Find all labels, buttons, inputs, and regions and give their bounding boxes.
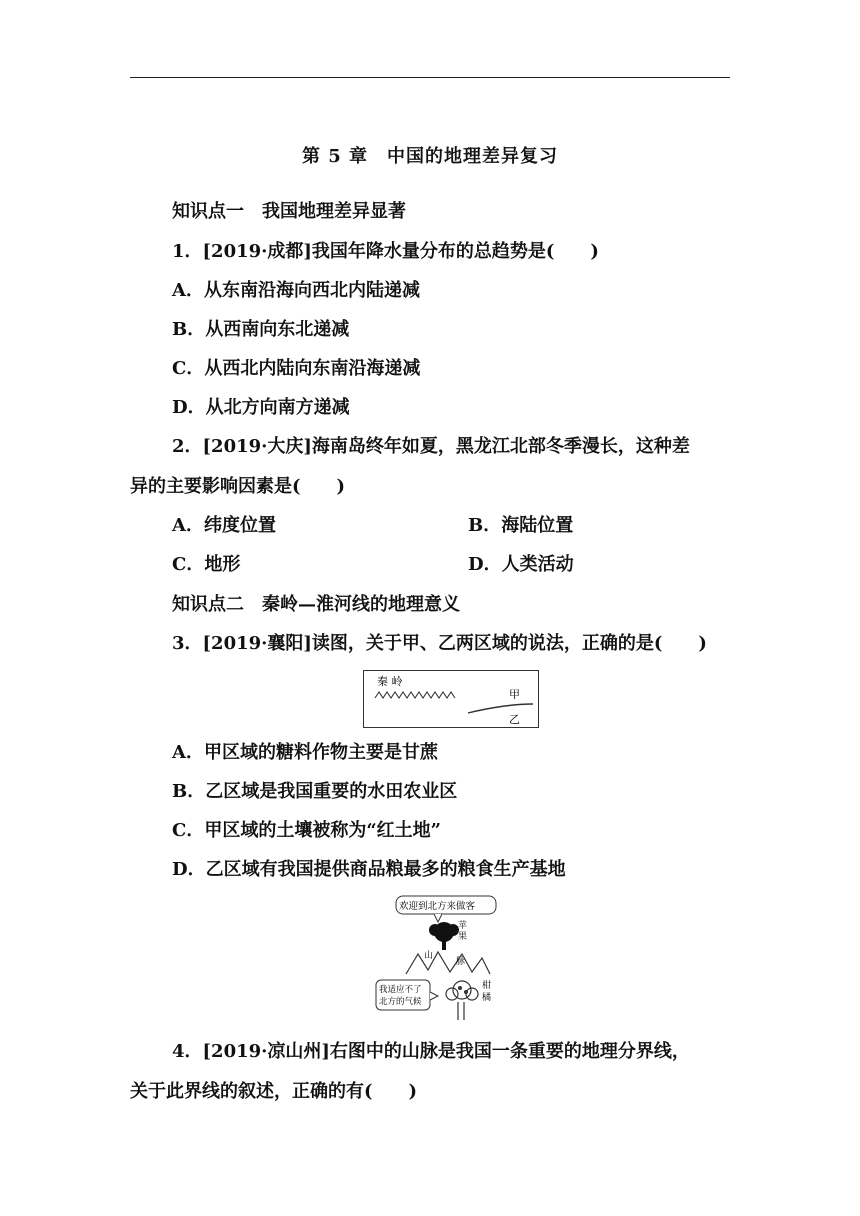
question-2-option-c: C．地形 [172, 554, 241, 575]
figure-north-label: 甲 [509, 688, 520, 701]
question-1-option-b: B．从西南向东北递减 [172, 319, 350, 340]
question-4-stem-line-1: 4．[2019·凉山州]右图中的山脉是我国一条重要的地理分界线， [172, 1041, 690, 1062]
question-2-stem-line-1: 2．[2019·大庆]海南岛终年如夏，黑龙江北部冬季漫长，这种差 [172, 436, 690, 457]
question-1-option-c: C．从西北内陆向东南沿海递减 [172, 358, 421, 379]
question-2-option-d: D．人类活动 [468, 554, 574, 575]
section-heading-1: 知识点一 我国地理差异显著 [172, 201, 406, 222]
question-4-stem-line-2: 关于此界线的叙述，正确的有( ) [130, 1081, 418, 1102]
question-2-option-a: A．纬度位置 [172, 515, 276, 536]
section-heading-2: 知识点二 秦岭—淮河线的地理意义 [172, 594, 460, 615]
apple-label-2: 果 [458, 932, 468, 942]
figure-mountain-label: 秦 岭 [377, 675, 403, 688]
orange-label-1: 柑 [482, 981, 492, 991]
question-1-stem: 1．[2019·成都]我国年降水量分布的总趋势是( ) [172, 241, 599, 262]
question-1-option-a: A．从东南沿海向西北内陆递减 [172, 280, 420, 301]
mountain-label-2: 脉 [456, 957, 466, 967]
header-rule [130, 77, 730, 78]
question-2-stem-line-2: 异的主要影响因素是( ) [130, 476, 346, 497]
figure-south-label: 乙 [509, 713, 520, 726]
question-2-option-b: B．海陆位置 [468, 515, 574, 536]
page-title: 第 5 章 中国的地理差异复习 [301, 146, 559, 167]
question-3-stem: 3．[2019·襄阳]读图，关于甲、乙两区域的说法，正确的是( ) [172, 633, 707, 654]
bottom-bubble-text-2: 北方的气候 [379, 997, 422, 1007]
apple-label-1: 苹 [458, 921, 468, 931]
qinling-huaihe-figure [363, 670, 539, 728]
apple-orange-cartoon-figure [372, 892, 502, 1024]
mountain-icon [406, 952, 490, 974]
question-1-option-d: D．从北方向南方递减 [172, 397, 350, 418]
mountain-label-1: 山 [424, 951, 434, 961]
question-3-option-b: B．乙区域是我国重要的水田农业区 [172, 781, 458, 802]
question-3-option-d: D．乙区域有我国提供商品粮最多的粮食生产基地 [172, 859, 566, 880]
orange-label-2: 橘 [482, 993, 492, 1003]
question-3-option-c: C．甲区域的土壤被称为“红土地” [172, 820, 442, 841]
question-3-option-a: A．甲区域的糖料作物主要是甘蔗 [172, 742, 438, 763]
bottom-bubble-text-1: 我适应不了 [379, 985, 422, 995]
top-bubble-text: 欢迎到北方来做客 [399, 901, 476, 912]
